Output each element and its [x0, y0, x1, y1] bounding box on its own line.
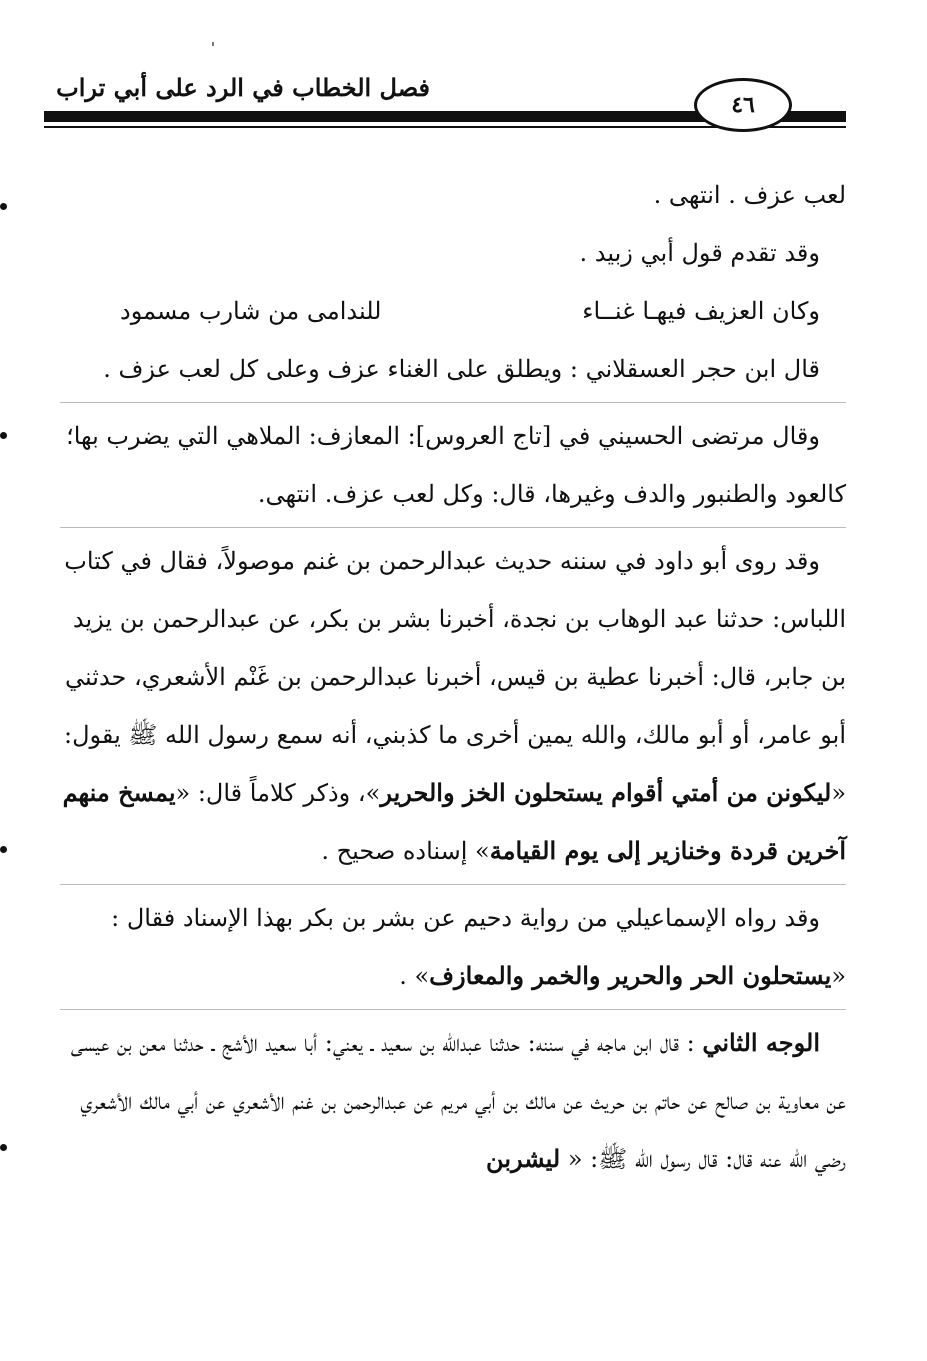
poem-verse	[60, 282, 846, 340]
paragraph-text: » إسناده صحيح .	[321, 837, 490, 865]
running-header-title: فصل الخطاب في الرد على أبي تراب	[56, 73, 430, 102]
margin-mark	[0, 432, 7, 439]
paragraph	[60, 1014, 846, 1188]
paragraph	[60, 532, 846, 885]
margin-mark	[0, 1144, 7, 1151]
paragraph-text: وقد رواه الإسماعيلي من رواية دحيم عن بشر بن بكر بهذا الإسناد فقال : «	[111, 904, 846, 990]
scan-speck	[212, 42, 214, 46]
paragraph: وقال مرتضى الحسيني في [تاج العروس]: المعازف: الملاهي التي يضرب بها؛ كالعود والطنبور والدف وغيرها، قال: وكل لعب عزف. انتهى.	[60, 407, 846, 528]
paragraph: قال ابن حجر العسقلاني : ويطلق على الغناء عزف وعلى كل لعب عزف .	[60, 340, 846, 403]
hadith-quote-bold: ليشربن	[486, 1144, 561, 1173]
section-lead: الوجه الثاني	[702, 1028, 820, 1057]
page-number: ٤٦	[731, 92, 755, 118]
paragraph: وقد تقدم قول أبي زبيد .	[579, 239, 820, 267]
hadith-quote-bold: يمسخ منهم آخرين قردة وخنازير إلى يوم القيامة	[62, 778, 846, 865]
page-number-badge	[694, 78, 792, 132]
margin-mark	[0, 203, 7, 210]
hadith-quote-bold: ليكونن من أمتي أقوام يستحلون الخز والحرير	[380, 778, 832, 807]
poem-hemistich: للندامى من شارب مسمود	[120, 297, 382, 325]
hadith-quote-bold: يستحلون الحر والحرير والخمر والمعازف	[429, 961, 832, 990]
poem-hemistich: وكان العزيف فيهـا غنــاء	[582, 297, 820, 325]
paragraph-text: » .	[399, 962, 430, 990]
margin-mark	[0, 846, 7, 853]
paragraph: لعب عزف . انتهى .	[653, 181, 846, 209]
body-text	[60, 166, 846, 1188]
paragraph-text: وقد روى أبو داود في سننه حديث عبدالرحمن بن غنم موصولاً، فقال في كتاب اللباس: حدثنا عبد الوهاب بن نجدة، أخبرنا بشر بن بكر، عن عبدالرحمن بن يزيد بن جابر، قال: أخبرنا عطية بن قيس، أخبرنا عبدالرحمن بن غَنْم الأشعري، حدثني أبو عامر، أو أبو مالك، والله يمين أخرى ما كذبني، أنه سمع رسول الله ﷺ يقول: «	[64, 547, 846, 807]
paragraph	[60, 889, 846, 1010]
paragraph-text: »، وذكر كلاماً قال: «	[175, 779, 381, 807]
paragraph-text: : قال ابن ماجه في سننه: حدثنا عبدالله بن سعيد ـ يعني: أبا سعيد الأشج ـ حدثنا معن بن عيسى عن معاوية بن صالح عن حاتم بن حريث عن مالك بن أبي مريم عن عبدالرحمن بن غنم الأشعري عن أبي مالك الأشعري رضي الله عنه قال: قال رسول الله ﷺ: «	[70, 1029, 846, 1173]
